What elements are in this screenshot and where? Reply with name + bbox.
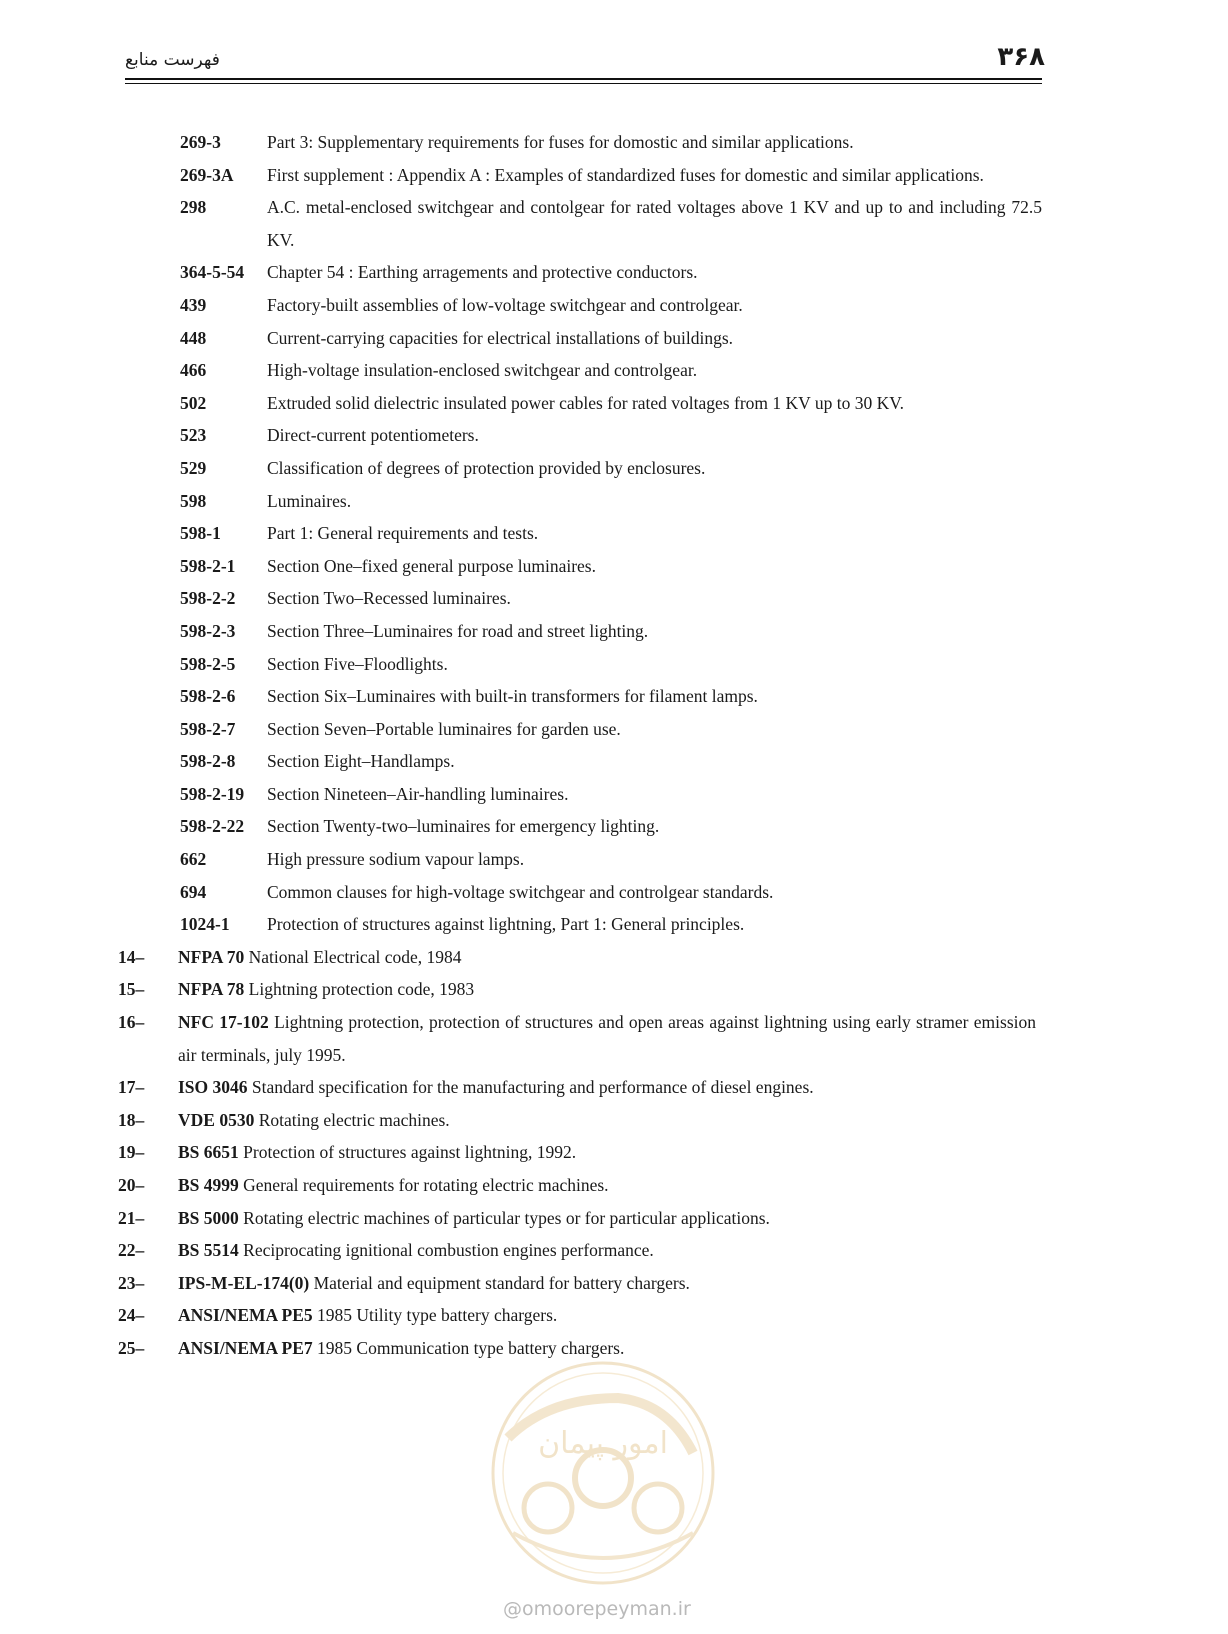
iec-item-code: 598-2-22: [180, 816, 245, 837]
reference-body: [178, 1104, 1036, 1137]
iec-item-code: 598-2-19: [180, 783, 245, 804]
iec-item-code: 502: [180, 392, 207, 413]
iec-item: [0, 908, 1228, 941]
reference-body: [178, 1071, 1036, 1104]
reference-code: BS 5514: [178, 1240, 239, 1261]
iec-item-text: Section Seven–Portable luminaires for garden use.: [267, 718, 621, 739]
iec-item-code: 694: [180, 881, 207, 902]
iec-item: [0, 354, 1228, 387]
iec-item-text: Section Six–Luminaires with built-in transformers for filament lamps.: [267, 686, 758, 707]
iec-item-code: 523: [180, 425, 207, 446]
iec-item-text: Direct-current potentiometers.: [267, 425, 479, 446]
reference-item: [0, 973, 1228, 1006]
reference-number: 24–: [118, 1305, 145, 1326]
iec-item-code: 269-3: [180, 132, 221, 152]
reference-number: 17–: [118, 1077, 145, 1098]
iec-item-text: Part 1: General requirements and tests.: [267, 523, 539, 544]
reference-number: 22–: [118, 1240, 145, 1261]
reference-body: [178, 1299, 1036, 1332]
reference-number: 23–: [118, 1272, 145, 1293]
iec-item-code: 598-2-2: [180, 588, 236, 609]
reference-text: National Electrical code, 1984: [248, 946, 462, 967]
iec-item-text: Section Two–Recessed luminaires.: [267, 588, 511, 609]
iec-item: [0, 256, 1228, 289]
section-title: فهرست منابع: [125, 50, 220, 70]
iec-item: [0, 550, 1228, 583]
iec-item-code: 598-2-7: [180, 718, 236, 739]
reference-number: 25–: [118, 1337, 145, 1358]
reference-number: 16–: [118, 1012, 145, 1033]
reference-body: [178, 1234, 1036, 1267]
iec-item-code: 364-5-54: [180, 262, 245, 283]
reference-code: ISO 3046: [178, 1077, 248, 1098]
iec-item: [0, 485, 1228, 518]
reference-text: Protection of structures against lightning, 1992.: [243, 1142, 577, 1163]
iec-item-text: High-voltage insulation-enclosed switchgear and controlgear.: [267, 360, 698, 381]
iec-item-code: 598-2-3: [180, 620, 236, 641]
iec-item: [0, 778, 1228, 811]
iec-item-code: 466: [180, 360, 207, 381]
iec-item-text: Luminaires.: [267, 490, 352, 511]
iec-item-text: Classification of degrees of protection provided by enclosures.: [267, 457, 706, 478]
iec-item-code: 662: [180, 849, 207, 870]
reference-code: IPS-M-EL-174(0): [178, 1272, 310, 1293]
reference-body: [178, 1202, 1036, 1235]
reference-text: Lightning protection code, 1983: [248, 979, 475, 1000]
watermark-url: @omoorepeyman.ir: [503, 1598, 691, 1620]
iec-item-text: Section Eight–Handlamps.: [267, 751, 455, 772]
iec-item-code: 598-2-8: [180, 751, 236, 772]
page-header: [125, 40, 1045, 80]
reference-code: BS 6651: [178, 1142, 239, 1163]
iec-item: [0, 615, 1228, 648]
reference-text: General requirements for rotating electric machines.: [243, 1175, 609, 1195]
iec-item-code: 298: [180, 197, 207, 218]
reference-body: [178, 941, 1036, 974]
iec-item-text: Factory-built assemblies of low-voltage switchgear and controlgear.: [267, 294, 743, 315]
iec-item: [0, 289, 1228, 322]
iec-item-text: Section Three–Luminaires for road and street lighting.: [267, 620, 649, 641]
reference-item: [0, 1299, 1228, 1332]
reference-item: [0, 1169, 1228, 1202]
reference-number: 15–: [118, 979, 145, 1000]
reference-item: [0, 1071, 1228, 1104]
page-number: ۳۶۸: [997, 42, 1045, 72]
iec-item: [0, 810, 1228, 843]
reference-number: 14–: [118, 946, 145, 967]
iec-item-code: 448: [180, 327, 207, 348]
reference-number: 20–: [118, 1175, 145, 1195]
watermark-logo: [488, 1358, 718, 1588]
reference-item: [0, 1104, 1228, 1137]
iec-item-text: Protection of structures against lightning, Part 1: General principles.: [267, 914, 745, 935]
reference-code: BS 5000: [178, 1207, 239, 1228]
reference-code: BS 4999: [178, 1175, 239, 1195]
iec-item: [0, 843, 1228, 876]
iec-item: [0, 876, 1228, 909]
iec-item-code: 529: [180, 457, 207, 478]
reference-body: [178, 1267, 1036, 1300]
iec-item-text: Current-carrying capacities for electrical installations of buildings.: [267, 327, 734, 348]
reference-number: 21–: [118, 1207, 145, 1228]
iec-item: [0, 452, 1228, 485]
iec-item: [0, 387, 1228, 420]
iec-standards-list: [0, 126, 1228, 941]
reference-text: Standard specification for the manufacturing and performance of diesel engines.: [251, 1077, 814, 1098]
iec-item: [0, 517, 1228, 550]
reference-code: NFPA 70: [178, 946, 245, 967]
iec-item: [0, 322, 1228, 355]
reference-code: ANSI/NEMA PE7: [178, 1337, 313, 1358]
iec-item-code: 598-1: [180, 523, 221, 544]
iec-item-code: 598: [180, 490, 207, 511]
iec-item-code: 1024-1: [180, 914, 230, 935]
reference-item: [0, 941, 1228, 974]
iec-item-text: Section Nineteen–Air-handling luminaires.: [267, 783, 569, 804]
iec-item-code: 269-3A: [180, 164, 234, 185]
iec-item: [0, 126, 1228, 159]
reference-item: [0, 1202, 1228, 1235]
reference-text: Rotating electric machines of particular types or for particular applications.: [243, 1207, 770, 1228]
reference-item: [0, 1136, 1228, 1169]
iec-item-text: Section Twenty-two–luminaires for emergency lighting.: [267, 816, 660, 837]
reference-item: [0, 1267, 1228, 1300]
reference-body: [178, 1006, 1036, 1071]
reference-body: [178, 1136, 1036, 1169]
iec-item: [0, 582, 1228, 615]
reference-code: NFC 17-102: [178, 1012, 269, 1033]
iec-item-text: Extruded solid dielectric insulated power cables for rated voltages from 1 KV up to 30 KV.: [267, 392, 904, 413]
iec-item-text: First supplement : Appendix A : Examples of standardized fuses for domestic and similar applications.: [267, 164, 984, 185]
iec-item: [0, 713, 1228, 746]
reference-number: 18–: [118, 1109, 145, 1130]
header-rule-thin: [125, 83, 1042, 84]
iec-item-text: High pressure sodium vapour lamps.: [267, 849, 525, 870]
iec-item-text: A.C. metal-enclosed switchgear and contolgear for rated voltages above 1 KV and up to and including 72.5 KV.: [267, 197, 1042, 250]
reference-code: ANSI/NEMA PE5: [178, 1305, 313, 1326]
reference-body: [178, 973, 1036, 1006]
iec-item-text: Section Five–Floodlights.: [267, 653, 448, 674]
reference-body: [178, 1169, 1036, 1202]
iec-item-text: Chapter 54 : Earthing arragements and protective conductors.: [267, 262, 698, 283]
reference-code: VDE 0530: [178, 1109, 255, 1130]
reference-text: Reciprocating ignitional combustion engines performance.: [243, 1240, 654, 1261]
reference-item: [0, 1006, 1228, 1071]
iec-item-code: 598-2-5: [180, 653, 236, 674]
reference-text: 1985 Communication type battery chargers.: [317, 1337, 625, 1358]
iec-item-code: 598-2-1: [180, 555, 236, 576]
iec-item-text: Common clauses for high-voltage switchgear and controlgear standards.: [267, 881, 774, 902]
watermark-logo-text: امور پیمان: [538, 1426, 668, 1461]
iec-item: [0, 745, 1228, 778]
iec-item: [0, 159, 1228, 192]
iec-item-text: Part 3: Supplementary requirements for fuses for domostic and similar applications.: [267, 132, 854, 152]
references-list: [0, 126, 1228, 1365]
header-rule: [125, 78, 1042, 80]
reference-text: Rotating electric machines.: [258, 1109, 450, 1130]
iec-item-text: Section One–fixed general purpose luminaires.: [267, 555, 596, 576]
iec-item: [0, 648, 1228, 681]
iec-item-code: 439: [180, 294, 207, 315]
iec-item: [0, 680, 1228, 713]
reference-text: 1985 Utility type battery chargers.: [317, 1305, 558, 1326]
numbered-references: [0, 941, 1228, 1365]
reference-number: 19–: [118, 1142, 145, 1163]
reference-code: NFPA 78: [178, 979, 245, 1000]
iec-item-code: 598-2-6: [180, 686, 236, 707]
iec-item: [0, 191, 1228, 256]
reference-text: Lightning protection, protection of structures and open areas against lightning using early stramer emission air terminals, july 1995.: [178, 1012, 1037, 1065]
iec-item: [0, 419, 1228, 452]
reference-text: Material and equipment standard for battery chargers.: [313, 1272, 690, 1293]
reference-item: [0, 1234, 1228, 1267]
